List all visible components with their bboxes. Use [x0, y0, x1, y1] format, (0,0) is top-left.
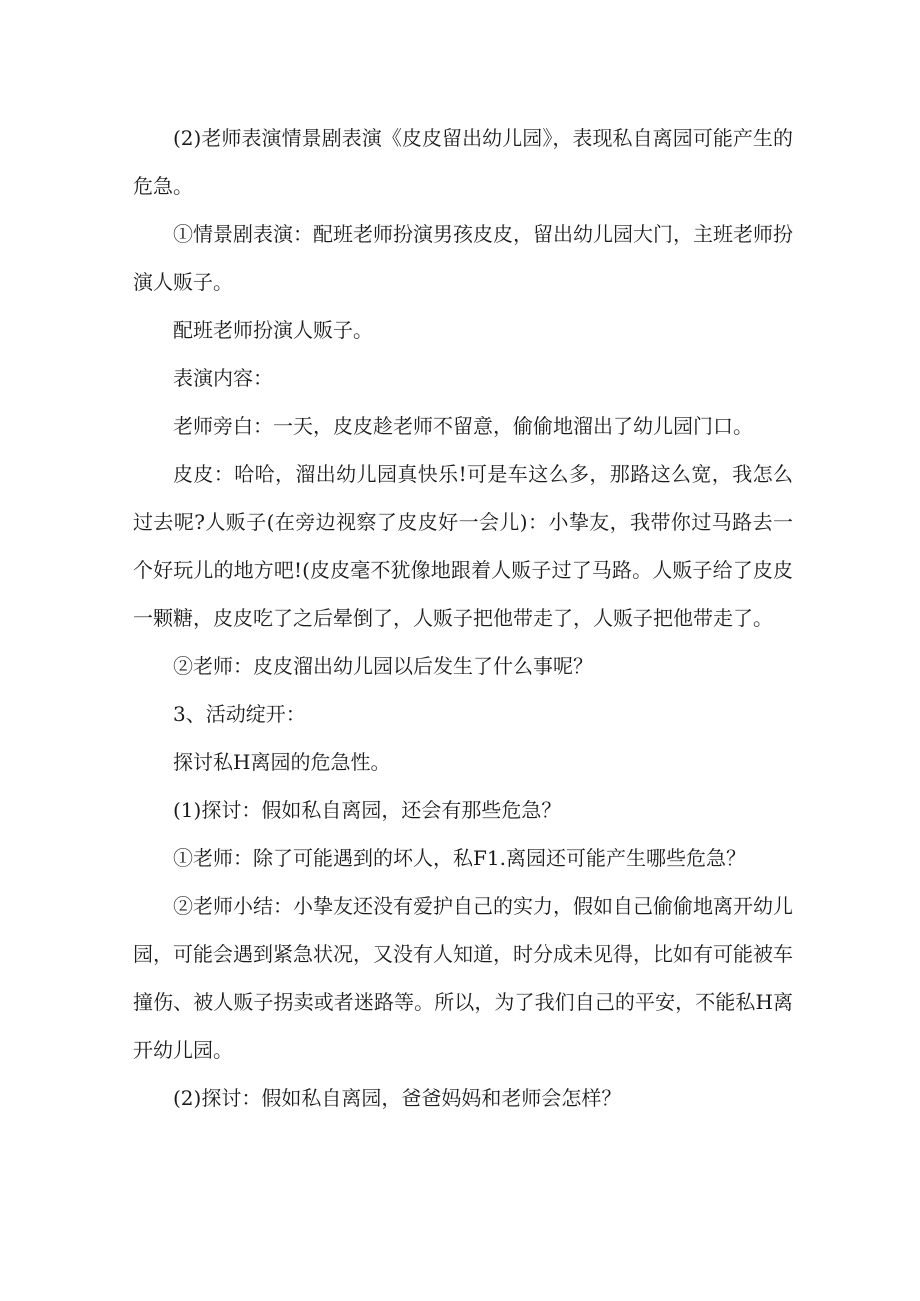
document-body [133, 114, 793, 1122]
paragraph-content-heading: 表演内容： [173, 366, 273, 390]
paragraph-narration: 老师旁白：一天，皮皮趁老师不留意，偷偷地溜出了幼儿园门口。 [173, 414, 753, 438]
paragraph-skit-roles: ①情景剧表演：配班老师扮演男孩皮皮，留出幼儿园大门，主班老师扮演人贩子。 [133, 222, 793, 294]
paragraph-teacher-dangers: ①老师：除了可能遇到的坏人，私F1.离园还可能产生哪些危急？ [173, 846, 746, 870]
paragraph-teacher-summary: ②老师小结：小挚友还没有爱护自己的实力，假如自己偷偷地离开幼儿园，可能会遇到紧急状况，又没有人知道，时分成未见得，比如有可能被车撞伤、被人贩子拐卖或者迷路等。所以，为了我们自己的平安，不能私H离开幼儿园。 [133, 894, 793, 1062]
paragraph-discussion-2: (2)探讨：假如私自离园，爸爸妈妈和老师会怎样？ [173, 1086, 622, 1110]
paragraph-discussion-1: (1)探讨：假如私自离园，还会有那些危急？ [173, 798, 562, 822]
paragraph-section-heading: 3、活动绽开： [173, 702, 306, 726]
paragraph-teacher-question: ②老师：皮皮溜出幼儿园以后发生了什么事呢？ [173, 654, 593, 678]
paragraph-assistant-role: 配班老师扮演人贩子。 [173, 318, 373, 342]
paragraph-dialogue: 皮皮：哈哈，溜出幼儿园真快乐!可是车这么多，那路这么宽，我怎么过去呢?人贩子(在旁边视察了皮皮好一会儿)：小挚友，我带你过马路去一个好玩儿的地方吧!(皮皮毫不犹像地跟着人贩子过了马路。人贩子给了皮皮一颗糖，皮皮吃了之后晕倒了，人贩子把他带走了，人贩子把他带走了。 [133, 462, 793, 630]
paragraph-discussion-topic: 探讨私H离园的危急性。 [173, 750, 391, 774]
paragraph-performance-intro: (2)老师表演情景剧表演《皮皮留出幼儿园》，表现私自离园可能产生的危急。 [133, 126, 793, 198]
